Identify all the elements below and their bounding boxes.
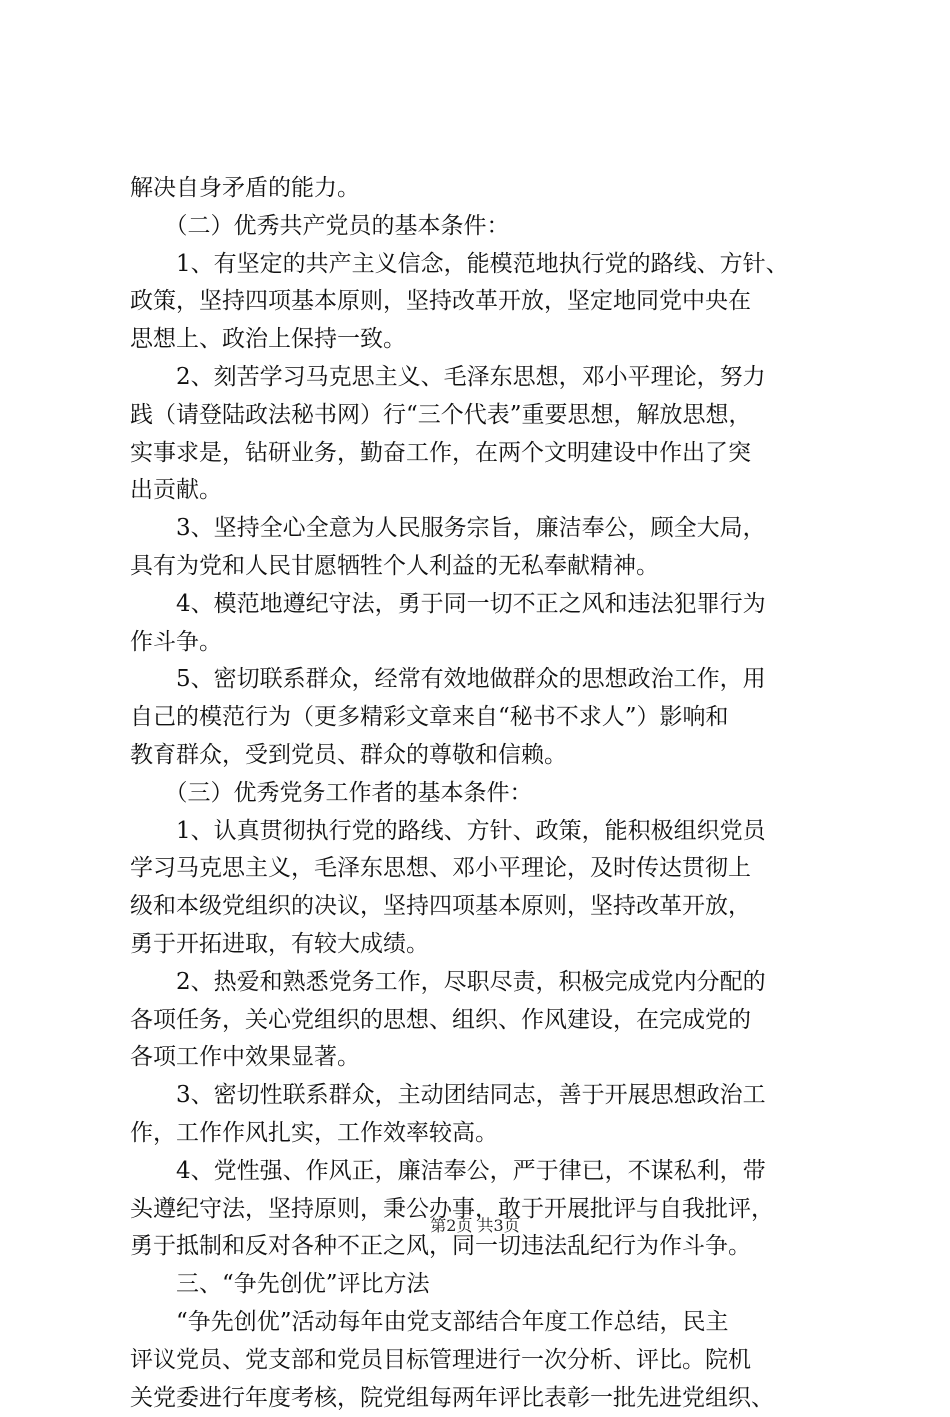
section-heading: （二）优秀共产党员的基本条件： [130, 208, 830, 246]
text-line: 学习马克思主义，毛泽东思想、邓小平理论，及时传达贯彻上 [130, 850, 830, 888]
text-line: 4、模范地遵纪守法，勇于同一切不正之风和违法犯罪行为 [130, 586, 830, 624]
text-line: 各项工作中效果显著。 [130, 1039, 830, 1077]
text-line: 各项任务，关心党组织的思想、组织、作风建设，在完成党的 [130, 1002, 830, 1040]
text-line: 勇于开拓进取，有较大成绩。 [130, 926, 830, 964]
page-number: 第2页 共3页 [430, 1216, 519, 1235]
text-line: 4、党性强、作风正，廉洁奉公，严于律已，不谋私利，带 [130, 1153, 830, 1191]
page-footer [0, 1216, 950, 1236]
text-line: 践（请登陆政法秘书网）行“三个代表”重要思想，解放思想， [130, 397, 830, 435]
text-line: 级和本级党组织的决议，坚持四项基本原则，坚持改革开放， [130, 888, 830, 926]
text-line: 评议党员、党支部和党员目标管理进行一次分析、评比。院机 [130, 1342, 830, 1380]
text-line: 1、有坚定的共产主义信念，能模范地执行党的路线、方针、 [130, 246, 830, 284]
text-line: 2、热爱和熟悉党务工作，尽职尽责，积极完成党内分配的 [130, 964, 830, 1002]
text-line: 思想上、政治上保持一致。 [130, 321, 830, 359]
text-line: 1、认真贯彻执行党的路线、方针、政策，能积极组织党员 [130, 813, 830, 851]
text-line: 头遵纪守法，坚持原则，秉公办事，敢于开展批评与自我批评， [130, 1191, 830, 1229]
text-line: 自己的模范行为（更多精彩文章来自“秘书不求人”）影响和 [130, 699, 830, 737]
text-line: “争先创优”活动每年由党支部结合年度工作总结，民主 [130, 1304, 830, 1342]
text-line: 作，工作作风扎实，工作效率较高。 [130, 1115, 830, 1153]
text-line: 2、刻苦学习马克思主义、毛泽东思想，邓小平理论，努力 [130, 359, 830, 397]
text-line: 教育群众，受到党员、群众的尊敬和信赖。 [130, 737, 830, 775]
section-heading: （三）优秀党务工作者的基本条件： [130, 775, 830, 813]
text-line: 关党委进行年度考核，院党组每两年评比表彰一批先进党组织、 [130, 1380, 830, 1417]
text-line: 实事求是，钻研业务，勤奋工作，在两个文明建设中作出了突 [130, 435, 830, 473]
text-line: 5、密切联系群众，经常有效地做群众的思想政治工作，用 [130, 661, 830, 699]
text-line: 作斗争。 [130, 624, 830, 662]
text-line: 解决自身矛盾的能力。 [130, 170, 830, 208]
text-line: 勇于抵制和反对各种不正之风，同一切违法乱纪行为作斗争。 [130, 1228, 830, 1266]
text-line: 3、密切性联系群众，主动团结同志，善于开展思想政治工 [130, 1077, 830, 1115]
section-heading: 三、“争先创优”评比方法 [130, 1266, 830, 1304]
text-line: 具有为党和人民甘愿牺牲个人利益的无私奉献精神。 [130, 548, 830, 586]
text-line: 出贡献。 [130, 472, 830, 510]
text-line: 政策，坚持四项基本原则，坚持改革开放，坚定地同党中央在 [130, 283, 830, 321]
text-line: 3、坚持全心全意为人民服务宗旨，廉洁奉公，顾全大局， [130, 510, 830, 548]
